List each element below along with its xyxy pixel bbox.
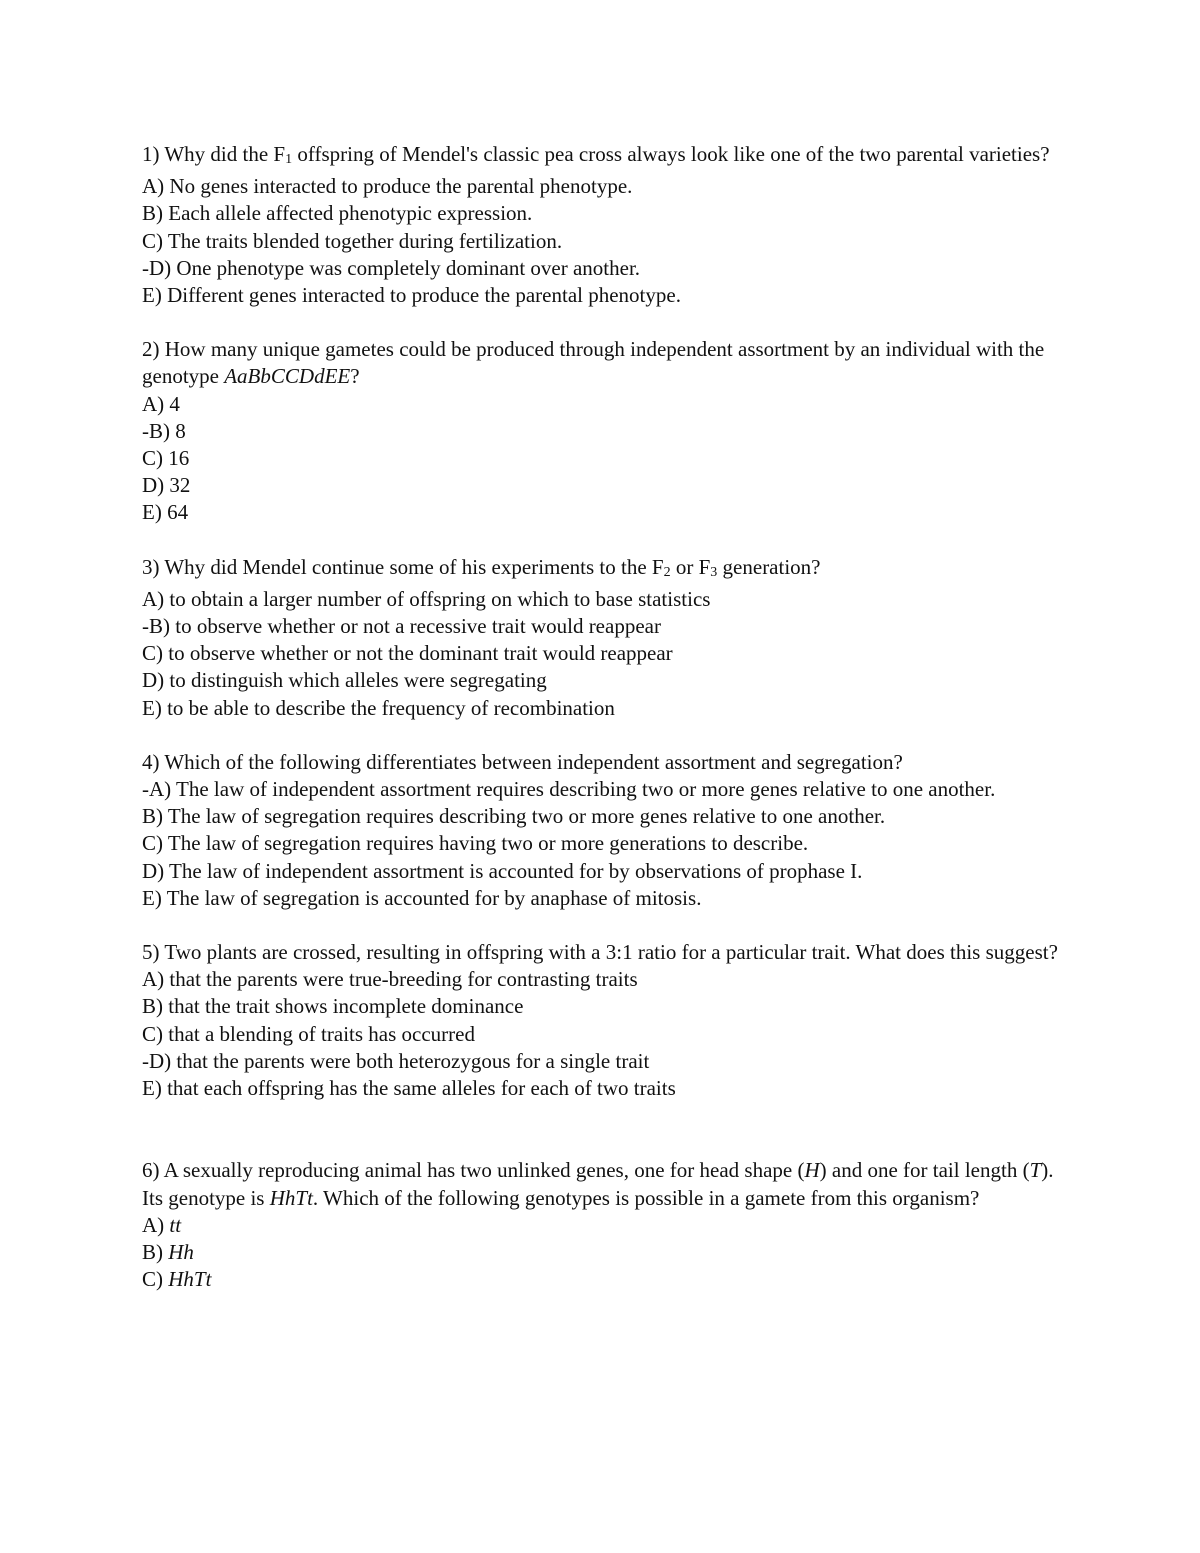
- question-2-genotype: AaBbCCDdEE: [224, 364, 351, 389]
- question-4-option-a: -A) The law of independent assortment requires describing two or more genes relative to one another.: [142, 777, 996, 802]
- question-2-option-d: D) 32: [142, 473, 191, 498]
- question-4-stem: 4) Which of the following differentiates between independent assortment and segregation?: [142, 749, 903, 774]
- question-3-stem-text-c: generation?: [717, 554, 821, 579]
- question-4-option-d: D) The law of independent assortment is accounted for by observations of prophase I.: [142, 858, 863, 883]
- question-1-stem: [142, 141, 1062, 173]
- question-6: [142, 1157, 1062, 1293]
- question-6-option-a-label: A): [142, 1212, 170, 1237]
- question-4-option-e: E) The law of segregation is accounted for by anaphase of mitosis.: [142, 885, 702, 910]
- question-5-option-d: -D) that the parents were both heterozygous for a single trait: [142, 1048, 650, 1073]
- question-5-stem: 5) Two plants are crossed, resulting in offspring with a 3:1 ratio for a particular trait. What does this suggest?: [142, 940, 1058, 965]
- question-6-option-a-genotype: tt: [169, 1212, 182, 1237]
- question-2-option-e: E) 64: [142, 500, 189, 525]
- question-5: [142, 939, 1062, 1102]
- question-3-option-d: D) to distinguish which alleles were segregating: [142, 668, 547, 693]
- question-4: [142, 749, 1062, 912]
- question-2-option-a: A) 4: [142, 391, 180, 416]
- question-2-stem-text-b: ?: [350, 364, 360, 389]
- question-3-option-a: A) to obtain a larger number of offspring on which to base statistics: [142, 586, 711, 611]
- question-2-stem-text-a: 2) How many unique gametes could be produced through independent assortment by an individual with the genotype: [142, 337, 1045, 389]
- question-6-option-c-genotype: HhTt: [168, 1267, 212, 1292]
- question-6-stem-text-b: ) and one for tail length (: [819, 1158, 1030, 1183]
- question-2-stem: [142, 336, 1062, 390]
- question-6-tail-symbol: T: [1029, 1158, 1042, 1183]
- question-6-option-b: [142, 1239, 1062, 1266]
- question-4-option-c: C) The law of segregation requires having two or more generations to describe.: [142, 831, 809, 856]
- question-6-option-a: [142, 1212, 1062, 1239]
- question-2-option-b: -B) 8: [142, 418, 186, 443]
- question-6-option-c: [142, 1266, 1062, 1293]
- question-6-stem: [142, 1157, 1062, 1211]
- question-3-subscript-2: 3: [710, 564, 718, 580]
- question-3-option-c: C) to observe whether or not the dominant trait would reappear: [142, 641, 673, 666]
- question-5-option-c: C) that a blending of traits has occurred: [142, 1021, 475, 1046]
- question-5-option-a: A) that the parents were true-breeding for contrasting traits: [142, 967, 638, 992]
- question-3-option-e: E) to be able to describe the frequency of recombination: [142, 695, 615, 720]
- question-2: [142, 336, 1062, 526]
- question-6-option-b-label: B): [142, 1239, 169, 1264]
- question-6-option-b-genotype: Hh: [168, 1239, 194, 1264]
- question-3-stem-text-a: 3) Why did Mendel continue some of his experiments to the F: [142, 554, 664, 579]
- question-1-option-d: -D) One phenotype was completely dominant over another.: [142, 255, 641, 280]
- question-1-option-e: E) Different genes interacted to produce the parental phenotype.: [142, 283, 681, 308]
- question-4-option-b: B) The law of segregation requires describing two or more genes relative to one another.: [142, 804, 886, 829]
- question-5-option-e: E) that each offspring has the same alleles for each of two traits: [142, 1076, 676, 1101]
- question-2-option-c: C) 16: [142, 446, 190, 471]
- question-6-option-c-label: C): [142, 1267, 169, 1292]
- question-1-stem-text-a: 1) Why did the F: [142, 142, 286, 166]
- question-3-option-b: -B) to observe whether or not a recessive trait would reappear: [142, 614, 661, 639]
- question-1-option-c: C) The traits blended together during fertilization.: [142, 228, 563, 253]
- question-5-option-b: B) that the trait shows incomplete dominance: [142, 994, 524, 1019]
- question-1-option-b: B) Each allele affected phenotypic expression.: [142, 201, 533, 226]
- question-3-subscript-1: 2: [663, 564, 671, 580]
- question-1-subscript: 1: [285, 152, 293, 167]
- question-6-genotype: HhTt: [269, 1185, 313, 1210]
- question-6-stem-text-a: 6) A sexually reproducing animal has two unlinked genes, one for head shape (: [142, 1158, 805, 1183]
- question-1: [142, 141, 1062, 309]
- question-6-stem-text-d: . Which of the following genotypes is possible in a gamete from this organism?: [312, 1185, 980, 1210]
- question-3: [142, 554, 1062, 722]
- question-6-head-symbol: H: [804, 1158, 820, 1183]
- question-1-option-a: A) No genes interacted to produce the parental phenotype.: [142, 174, 633, 199]
- question-6-stem-text-c: ). Its genotype is: [142, 1158, 1054, 1210]
- question-3-stem-text-b: or F: [670, 554, 711, 579]
- question-1-stem-text-b: offspring of Mendel's classic pea cross always look like one of the two parental varieties?: [292, 142, 1050, 166]
- question-3-stem: [142, 554, 1062, 586]
- question-list: [142, 141, 1062, 1293]
